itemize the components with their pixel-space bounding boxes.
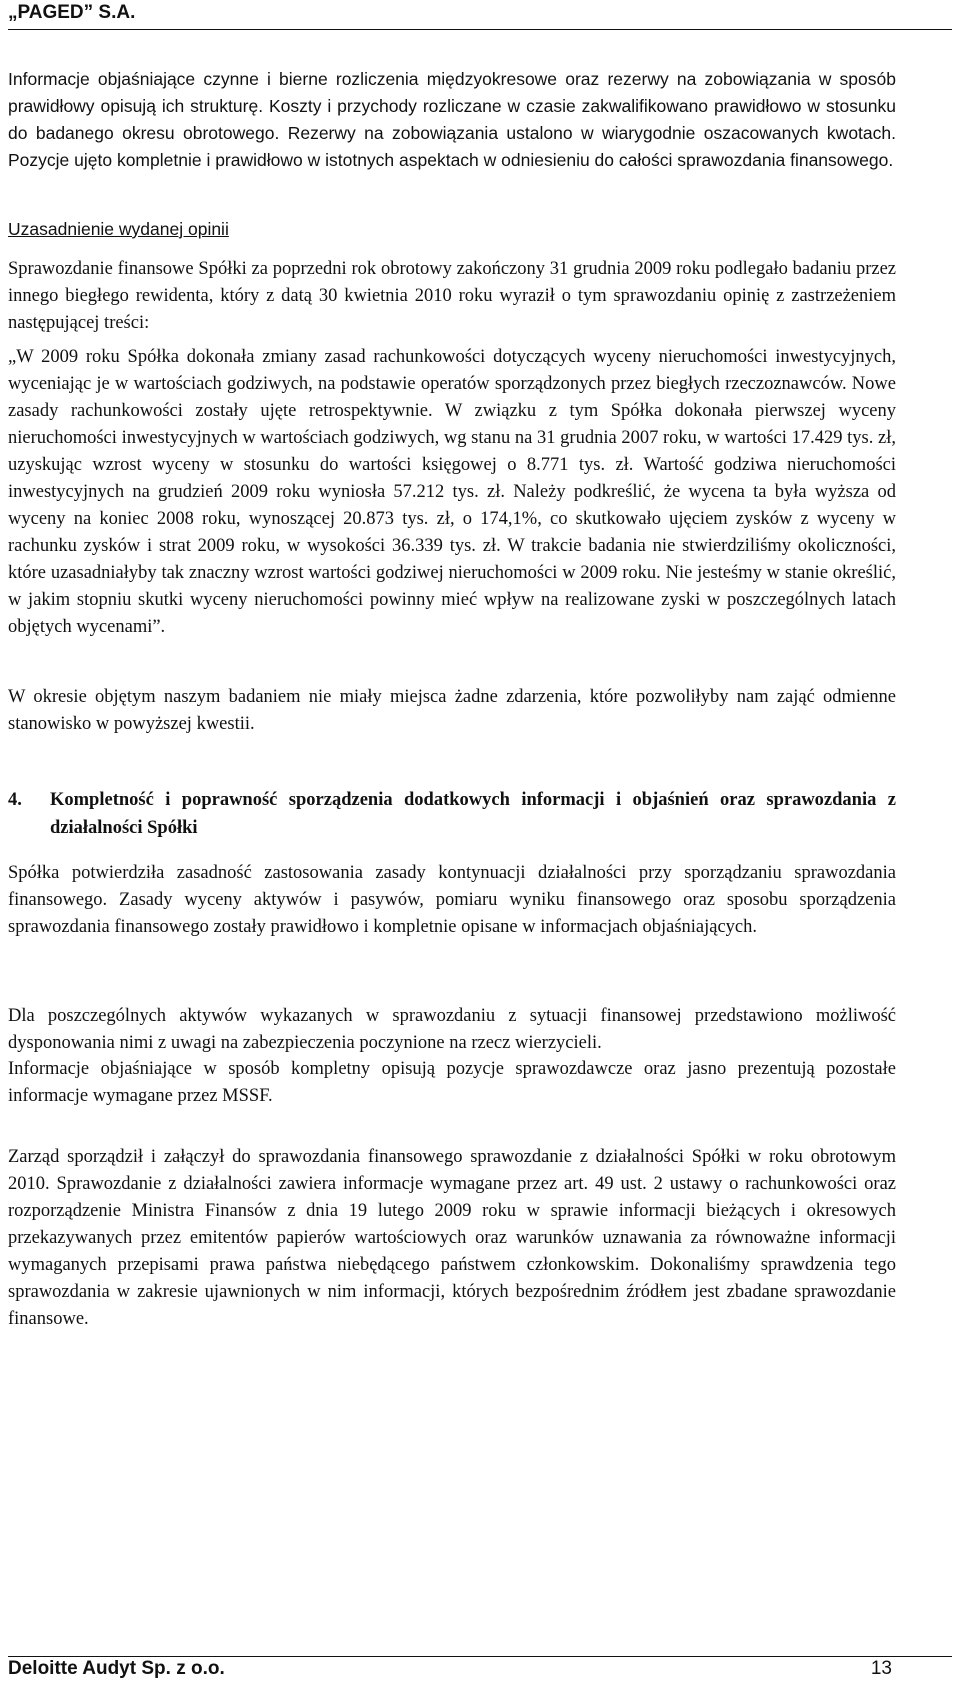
intro-paragraph: Informacje objaśniające czynne i bierne rozliczenia międzyokresowe oraz rezerwy na zobowiązania w sposób prawidłowy opisują ich strukturę. Koszty i przychody rozliczane w czasie zakwalifikowano prawidłowo w stosunku do badanego okresu obrotowego. Rezerwy na zobowiązania ustalono w wiarygodnie oszacowanych kwotach. Pozycje ujęto kompletnie i prawidłowo w istotnych aspektach w odniesieniu do całości sprawozdania finansowego.	[8, 69, 896, 170]
section-number: 4.	[8, 790, 22, 810]
footer-divider	[8, 1656, 952, 1657]
section-paragraph-collateral: Dla poszczególnych aktywów wykazanych w sprawozdaniu z sytuacji finansowej przedstawiono możliwość dysponowania nimi z uwagi na zabezpieczenia poczynione na rzecz wierzycieli.	[8, 1006, 896, 1053]
header-divider	[8, 29, 952, 30]
basis-paragraph: Sprawozdanie finansowe Spółki za poprzedni rok obrotowy zakończony 31 grudnia 2009 roku podlegało badaniu przez innego biegłego rewidenta, który z datą 30 kwietnia 2010 roku wyraził o tym sprawozdaniu opinię z zastrzeżeniem następującej treści:	[8, 259, 896, 333]
basis-heading: Uzasadnienie wydanej opinii	[8, 219, 229, 239]
page-number: 13	[870, 1658, 892, 1679]
footer-company-name: Deloitte Audyt Sp. z o.o.	[8, 1658, 225, 1679]
quoted-opinion-paragraph: „W 2009 roku Spółka dokonała zmiany zasad rachunkowości dotyczących wyceny nieruchomości inwestycyjnych, wyceniając je w wartościach godziwych, na podstawie operatów sporządzonych przez biegłych rzeczoznawców. Nowe zasady rachunkowości zostały ujęte retrospektywnie. W związku z tym Spółka dokonała pierwszej wyceny nieruchomości inwestycyjnych w wartościach godziwych, wg stanu na 31 grudnia 2007 roku, w wartości 17.429 tys. zł, uzyskując wzrost wyceny w stosunku do wartości księgowej o 8.771 tys. zł. Wartość godziwa nieruchomości inwestycyjnych na grudzień 2009 roku wyniosła 57.212 tys. zł. Należy podkreślić, że wycena ta była wyższa od wyceny na koniec 2008 roku, wynoszącej 20.873 tys. zł, o 174,1%, co skutkowało ujęciem zysków z wyceny w rachunku zysków i strat 2009 roku, w wysokości 36.339 tys. zł. W trakcie badania nie stwierdziliśmy okoliczności, które uzasadniałyby tak znaczny wzrost wartości godziwej nieruchomości w 2009 roku. Nie jesteśmy w stanie określić, w jakim stopniu skutki wyceny nieruchomości powinny mieć wpływ na realizowane zyski w poszczególnych latach objętych wycenami”.	[8, 347, 896, 637]
section-paragraph-management-report: Zarząd sporządził i załączył do sprawozdania finansowego sprawozdanie z działalności Spółki w roku obrotowym 2010. Sprawozdanie z działalności zawiera informacje wymagane przez art. 49 ust. 2 ustawy o rachunkowości oraz rozporządzenie Ministra Finansów z dnia 19 lutego 2009 roku w sprawie informacji bieżących i okresowych przekazywanych przez emitentów papierów wartościowych oraz warunków uznawania za równoważne informacji wymaganych przepisami prawa państwa niebędącego państwem członkowskim. Dokonaliśmy sprawdzenia tego sprawozdania w zakresie ujawnionych w nim informacji, których bezpośrednim źródłem jest zbadane sprawozdanie finansowe.	[8, 1147, 896, 1329]
section-title: Kompletność i poprawność sporządzenia dodatkowych informacji i objaśnień oraz sprawozdania z działalności Spółki	[50, 790, 896, 838]
section-paragraph-mssf: Informacje objaśniające w sposób kompletny opisują pozycje sprawozdawcze oraz jasno prezentują pozostałe informacje wymagane przez MSSF.	[8, 1059, 896, 1106]
section-paragraph-going-concern: Spółka potwierdziła zasadność zastosowania zasady kontynuacji działalności przy sporządzaniu sprawozdania finansowego. Zasady wyceny aktywów i pasywów, pomiaru wyniku finansowego oraz sposobu sporządzenia sprawozdania finansowego zostały prawidłowo i kompletnie opisane w informacjach objaśniających.	[8, 863, 896, 937]
document-header-title: „PAGED” S.A.	[8, 2, 136, 23]
basis-conclusion-paragraph: W okresie objętym naszym badaniem nie miały miejsca żadne zdarzenia, które pozwoliłyby nam zająć odmienne stanowisko w powyższej kwestii.	[8, 687, 896, 734]
